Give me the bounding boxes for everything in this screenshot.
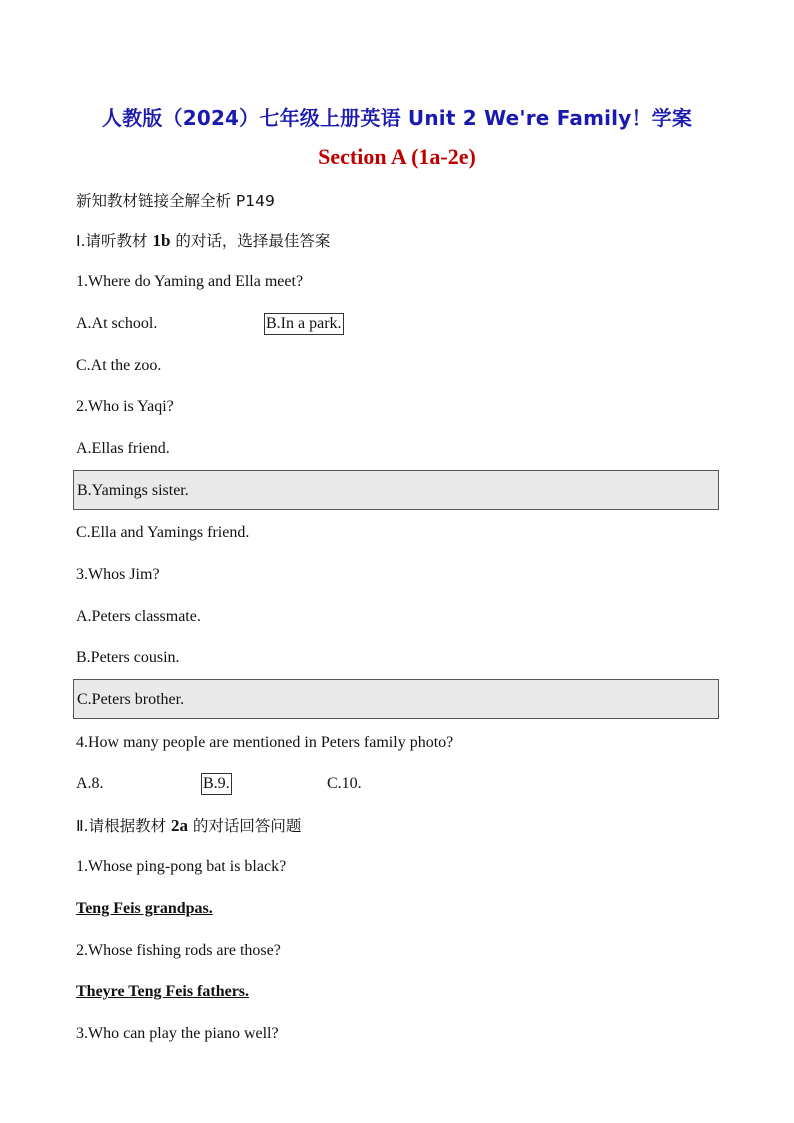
- part2-heading: [76, 815, 301, 837]
- source-line: 新知教材链接全解全析 P149: [76, 192, 275, 210]
- p1-q1-option-c: C.At the zoo.: [76, 357, 162, 374]
- p1-q4-option-b-answer: B.9.: [201, 773, 232, 795]
- p1-q3-option-a: A.Peters classmate.: [76, 608, 201, 625]
- p1-q3-option-c-answer-row: [73, 679, 719, 719]
- p2-q3-question: 3.Who can play the piano well?: [76, 1025, 279, 1042]
- p1-q3-option-c: C.Peters brother.: [77, 691, 185, 708]
- p1-q2-question: 2.Who is Yaqi?: [76, 398, 174, 415]
- p1-q4-question: 4.How many people are mentioned in Peters family photo?: [76, 734, 454, 751]
- p1-q3-option-b: B.Peters cousin.: [76, 649, 180, 666]
- part1-heading-num: Ⅰ.: [76, 232, 86, 250]
- part2-heading-pre: 请根据教材: [88, 817, 171, 835]
- document-title: 人教版（2024）七年级上册英语 Unit 2 We're Family！学案: [101, 106, 693, 130]
- p1-q2-option-a: A.Ellas friend.: [76, 440, 170, 457]
- p1-q4-option-a: A.8.: [76, 775, 104, 792]
- part1-heading-post: 的对话，选择最佳答案: [170, 232, 331, 250]
- p2-q2-answer: Theyre Teng Feis fathers.: [76, 983, 250, 1000]
- p1-q4-option-c: C.10.: [327, 775, 362, 792]
- p1-q2-option-b: B.Yamings sister.: [77, 482, 189, 499]
- part2-heading-bold: 2a: [171, 816, 188, 835]
- p1-q1-option-a: A.At school.: [76, 315, 158, 332]
- p1-q3-question: 3.Whos Jim?: [76, 566, 160, 583]
- p2-q2-question: 2.Whose fishing rods are those?: [76, 942, 281, 959]
- part2-heading-post: 的对话回答问题: [188, 817, 302, 835]
- p2-q1-question: 1.Whose ping-pong bat is black?: [76, 858, 287, 875]
- part1-heading: [76, 230, 330, 252]
- part2-heading-num: Ⅱ.: [76, 817, 89, 835]
- p1-q1-question: 1.Where do Yaming and Ella meet?: [76, 273, 304, 290]
- p2-q1-answer: Teng Feis grandpas.: [76, 900, 213, 917]
- p1-q2-option-b-answer-row: [73, 470, 719, 510]
- part1-heading-pre: 请听教材: [85, 232, 153, 250]
- p1-q2-option-c: C.Ella and Yamings friend.: [76, 524, 250, 541]
- part1-heading-bold: 1b: [152, 231, 171, 250]
- p1-q1-option-b-answer: B.In a park.: [264, 313, 344, 335]
- section-subtitle: Section A (1a-2e): [318, 144, 476, 169]
